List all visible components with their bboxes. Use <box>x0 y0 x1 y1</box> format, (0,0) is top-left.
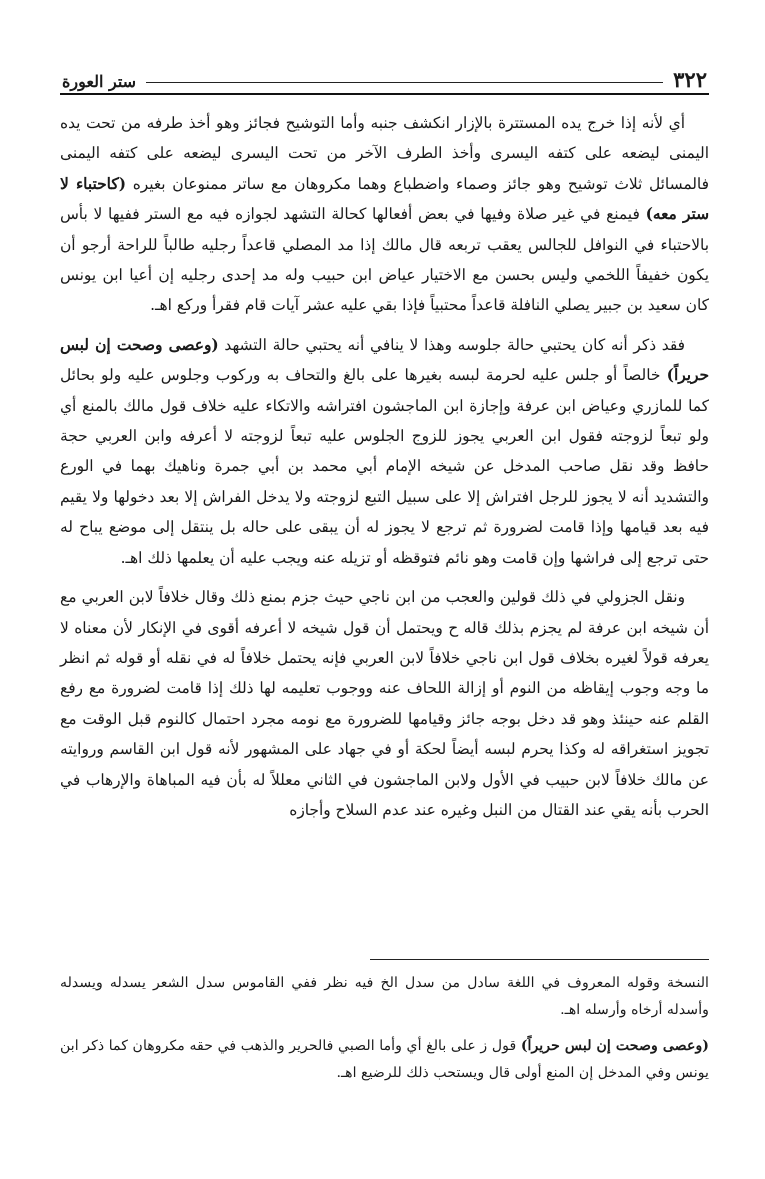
footnote-1-text: النسخة وقوله المعروف في اللغة سادل من سدل الخ فيه نظر ففي القاموس سدل الشعر يسدله ويسدله وأسدله أرخاه وأرسله اهـ. <box>60 975 709 1018</box>
footnotes <box>60 970 709 1087</box>
paragraph-1 <box>60 108 709 321</box>
page-number: ٣٢٢ <box>673 67 707 92</box>
section-title: ستر العورة <box>62 72 137 91</box>
page-header <box>62 58 707 90</box>
paragraph-2 <box>60 330 709 573</box>
paragraph-2-bold-term: (وعصى وصحت إن لبس حريراً) <box>60 335 709 385</box>
footnote-2-bold-term: (وعصى وصحت إن لبس حريراً) <box>520 1038 710 1054</box>
footnote-divider <box>370 959 709 960</box>
paragraph-1-bold-term: (كاحتباء لا ستر معه) <box>60 174 710 224</box>
paragraph-2-text: فقد ذكر أنه كان يحتبي حالة جلوسه وهذا لا ينافي أنه يحتبي حالة التشهد <box>224 335 685 354</box>
footnote-1 <box>60 970 709 1024</box>
paragraph-2-text-rest: خالصاً أو جلس عليه لحرمة لبسه بغيرها على بالغ والتحاف به وركوب وجلوس عليه ولو بحائل كما للمازري وعياض ابن عرفة وإجازة ابن الماجشون افتراشه والاتكاء عليه خلاف قول مالك بالمنع أي ولو تبعاً لزوجته فقول ابن العربي يجوز للزوج الجلوس عليه تبعاً لزوجته لا أعرفه وابن العربي حجة حافظ وقد نقل صاحب المدخل عن شيخه الإمام أبي محمد بن أبي جمرة وناهيك بهما في الورع والتشديد أنه لا يجوز للرجل افتراش إلا على سبيل التبع لزوجته ولا يدخل الفراش إلا بعد دخولها ولا يقيم فيه بعد قيامها وإذا قامت لضرورة ثم ترجع لا يجوز له أن يبقى على حاله بل ينتقل إلى موضع يباح له حتى ترجع إلى فراشها وإن قامت وهو نائم فتوقظه أو تزيله عنه ويجب عليه أن يعلمها ذلك اهـ. <box>60 366 709 567</box>
header-dash <box>146 82 663 83</box>
paragraph-3 <box>60 582 709 825</box>
main-text <box>60 108 709 825</box>
footnote-2 <box>60 1033 709 1087</box>
paragraph-1-text-rest: فيمنع في غير صلاة وفيها في بعض أفعالها كحالة التشهد لجوازه فيه مع الستر ففيها لا بأس بالاحتباء في النوافل للجالس يعقب تربعه قال مالك إذا مد المصلي قاعداً رجليه طالباً للراحة أرجو أن يكون خفيفاً اللخمي وليس بحسن مع الاختيار عياض ابن حبيب وله مد إحدى رجليه إن أعيا ابن يونس كان سعيد بن جبير يصلي النافلة قاعداً محتبياً فإذا بقي عليه عشر آيات قام فقرأ وركع اهـ. <box>60 205 709 315</box>
header-rule <box>60 93 709 95</box>
paragraph-1-text: أي لأنه إذا خرج يده المستترة بالإزار انكشف جنبه وأما التوشيح فجائز وهو أخذ طرفه من تحت يده اليمنى ليضعه على كتفه اليسرى وأخذ الطرف الآخر من تحت اليسرى ليضعه على كتفه اليمنى فالمسائل ثلاث توشيح وهو جائز وصماء واضطباع وهما مكروهان مع ساتر ممنوعان بغيره <box>60 114 709 193</box>
footnote-2-text: قول ز على بالغ أي وأما الصبي فالحرير والذهب في حقه مكروهان كما ذكر ابن يونس وفي المدخل إن المنع أولى قال ويستحب ذلك للرضيع اهـ. <box>60 1038 709 1081</box>
paragraph-3-text: ونقل الجزولي في ذلك قولين والعجب من ابن ناجي حيث جزم بمنع ذلك وقال خلافاً لابن العربي مع أن شيخه ابن عرفة لم يجزم بذلك قاله ح ويحتمل أن قول شيخه لا أعرفه أقوى في الإنكار لأن معناه لا يعرفه قولاً لغيره بخلاف قول ابن ناجي خلافاً لابن العربي فإنه يحتمل خلافاً له في نقله أو قوله ثم انظر ما وجه وجوب إيقاظه من النوم أو إزالة اللحاف عنه ووجوب تعليمه لها ذلك إذا قامت لضرورة مع رفع القلم عنه حينئذ وهو قد دخل بوجه جائز وقيامها للضرورة مع نومه مجرد احتمال كالنوم قبل الوقت مع تجويز استغراقه له وكذا يحرم لبسه أيضاً لحكة أو في جهاد على المشهور لأنه قول ابن القاسم وروايته عن مالك خلافاً لابن حبيب في الأول ولابن الماجشون في الثاني معللاً له بأن فيه المباهاة والإرهاب في الحرب بأنه يقي عند القتال من النبل وغيره عند عدم السلاح وأجازه <box>60 588 709 819</box>
